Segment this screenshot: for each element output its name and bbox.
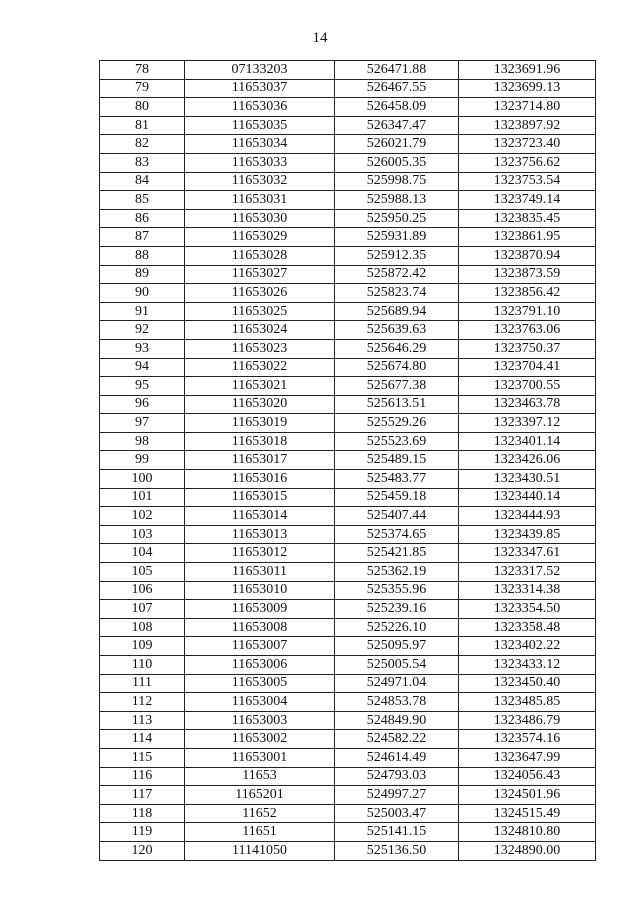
point-number-cell: 79	[100, 79, 185, 98]
code-cell: 11653016	[185, 470, 335, 489]
x-coordinate-cell: 525912.35	[335, 246, 459, 265]
page-number: 14	[312, 30, 328, 46]
code-cell: 11653027	[185, 265, 335, 284]
y-coordinate-cell: 1323756.62	[459, 153, 596, 172]
coordinates-table	[99, 60, 596, 861]
y-coordinate-cell: 1323358.48	[459, 618, 596, 637]
y-coordinate-cell: 1323433.12	[459, 656, 596, 675]
x-coordinate-cell: 525459.18	[335, 488, 459, 507]
point-number-cell: 97	[100, 414, 185, 433]
y-coordinate-cell: 1323691.96	[459, 61, 596, 80]
x-coordinate-cell: 526005.35	[335, 153, 459, 172]
table-row	[100, 618, 596, 637]
code-cell: 11653026	[185, 284, 335, 303]
y-coordinate-cell: 1323314.38	[459, 581, 596, 600]
x-coordinate-cell: 525136.50	[335, 841, 459, 860]
point-number-cell: 118	[100, 804, 185, 823]
point-number-cell: 104	[100, 544, 185, 563]
code-cell: 11653013	[185, 525, 335, 544]
code-cell: 11653011	[185, 563, 335, 582]
y-coordinate-cell: 1323402.22	[459, 637, 596, 656]
point-number-cell: 89	[100, 265, 185, 284]
table-row	[100, 395, 596, 414]
y-coordinate-cell: 1324890.00	[459, 841, 596, 860]
y-coordinate-cell: 1324515.49	[459, 804, 596, 823]
x-coordinate-cell: 526467.55	[335, 79, 459, 98]
code-cell: 11653005	[185, 674, 335, 693]
x-coordinate-cell: 525529.26	[335, 414, 459, 433]
x-coordinate-cell: 525239.16	[335, 600, 459, 619]
table-row	[100, 786, 596, 805]
point-number-cell: 119	[100, 823, 185, 842]
code-cell: 11653006	[185, 656, 335, 675]
table-row	[100, 823, 596, 842]
point-number-cell: 103	[100, 525, 185, 544]
y-coordinate-cell: 1323647.99	[459, 748, 596, 767]
point-number-cell: 112	[100, 693, 185, 712]
point-number-cell: 86	[100, 209, 185, 228]
x-coordinate-cell: 525823.74	[335, 284, 459, 303]
code-cell: 11653022	[185, 358, 335, 377]
table-row	[100, 191, 596, 210]
table-row	[100, 730, 596, 749]
x-coordinate-cell: 525226.10	[335, 618, 459, 637]
x-coordinate-cell: 525523.69	[335, 432, 459, 451]
point-number-cell: 105	[100, 563, 185, 582]
y-coordinate-cell: 1324501.96	[459, 786, 596, 805]
point-number-cell: 82	[100, 135, 185, 154]
table-row	[100, 321, 596, 340]
y-coordinate-cell: 1323354.50	[459, 600, 596, 619]
table-row	[100, 544, 596, 563]
code-cell: 07133203	[185, 61, 335, 80]
point-number-cell: 107	[100, 600, 185, 619]
x-coordinate-cell: 524793.03	[335, 767, 459, 786]
point-number-cell: 98	[100, 432, 185, 451]
x-coordinate-cell: 525677.38	[335, 377, 459, 396]
y-coordinate-cell: 1323397.12	[459, 414, 596, 433]
code-cell: 11141050	[185, 841, 335, 860]
point-number-cell: 109	[100, 637, 185, 656]
table-row	[100, 488, 596, 507]
point-number-cell: 87	[100, 228, 185, 247]
x-coordinate-cell: 525362.19	[335, 563, 459, 582]
point-number-cell: 90	[100, 284, 185, 303]
code-cell: 11653030	[185, 209, 335, 228]
x-coordinate-cell: 525674.80	[335, 358, 459, 377]
code-cell: 11653001	[185, 748, 335, 767]
y-coordinate-cell: 1323873.59	[459, 265, 596, 284]
y-coordinate-cell: 1323450.40	[459, 674, 596, 693]
point-number-cell: 100	[100, 470, 185, 489]
point-number-cell: 99	[100, 451, 185, 470]
x-coordinate-cell: 524582.22	[335, 730, 459, 749]
point-number-cell: 91	[100, 302, 185, 321]
point-number-cell: 110	[100, 656, 185, 675]
point-number-cell: 114	[100, 730, 185, 749]
point-number-cell: 92	[100, 321, 185, 340]
code-cell: 11653014	[185, 507, 335, 526]
code-cell: 11653028	[185, 246, 335, 265]
y-coordinate-cell: 1323704.41	[459, 358, 596, 377]
y-coordinate-cell: 1323750.37	[459, 339, 596, 358]
table-row	[100, 246, 596, 265]
x-coordinate-cell: 525931.89	[335, 228, 459, 247]
code-cell: 11653020	[185, 395, 335, 414]
point-number-cell: 78	[100, 61, 185, 80]
code-cell: 11653019	[185, 414, 335, 433]
code-cell: 11653036	[185, 98, 335, 117]
table-row	[100, 432, 596, 451]
y-coordinate-cell: 1323426.06	[459, 451, 596, 470]
code-cell: 11653008	[185, 618, 335, 637]
y-coordinate-cell: 1323440.14	[459, 488, 596, 507]
point-number-cell: 117	[100, 786, 185, 805]
table-row	[100, 637, 596, 656]
code-cell: 11653015	[185, 488, 335, 507]
y-coordinate-cell: 1323714.80	[459, 98, 596, 117]
point-number-cell: 80	[100, 98, 185, 117]
table-row	[100, 339, 596, 358]
code-cell: 11653023	[185, 339, 335, 358]
point-number-cell: 101	[100, 488, 185, 507]
code-cell: 11653021	[185, 377, 335, 396]
point-number-cell: 102	[100, 507, 185, 526]
y-coordinate-cell: 1324810.80	[459, 823, 596, 842]
table-row	[100, 600, 596, 619]
point-number-cell: 81	[100, 116, 185, 135]
point-number-cell: 115	[100, 748, 185, 767]
y-coordinate-cell: 1323486.79	[459, 711, 596, 730]
y-coordinate-cell: 1323317.52	[459, 563, 596, 582]
y-coordinate-cell: 1323723.40	[459, 135, 596, 154]
point-number-cell: 88	[100, 246, 185, 265]
code-cell: 11653	[185, 767, 335, 786]
code-cell: 11653018	[185, 432, 335, 451]
y-coordinate-cell: 1323430.51	[459, 470, 596, 489]
table-row	[100, 302, 596, 321]
x-coordinate-cell: 524849.90	[335, 711, 459, 730]
x-coordinate-cell: 525950.25	[335, 209, 459, 228]
code-cell: 11653017	[185, 451, 335, 470]
y-coordinate-cell: 1323897.92	[459, 116, 596, 135]
table-row	[100, 748, 596, 767]
point-number-cell: 94	[100, 358, 185, 377]
y-coordinate-cell: 1323835.45	[459, 209, 596, 228]
x-coordinate-cell: 525355.96	[335, 581, 459, 600]
y-coordinate-cell: 1323699.13	[459, 79, 596, 98]
y-coordinate-cell: 1323753.54	[459, 172, 596, 191]
x-coordinate-cell: 524853.78	[335, 693, 459, 712]
code-cell: 11653037	[185, 79, 335, 98]
x-coordinate-cell: 525374.65	[335, 525, 459, 544]
point-number-cell: 113	[100, 711, 185, 730]
table-row	[100, 804, 596, 823]
point-number-cell: 111	[100, 674, 185, 693]
y-coordinate-cell: 1323439.85	[459, 525, 596, 544]
code-cell: 11653024	[185, 321, 335, 340]
point-number-cell: 85	[100, 191, 185, 210]
table-row	[100, 414, 596, 433]
table-row	[100, 470, 596, 489]
table-row	[100, 656, 596, 675]
point-number-cell: 120	[100, 841, 185, 860]
table-row	[100, 135, 596, 154]
point-number-cell: 106	[100, 581, 185, 600]
table-row	[100, 525, 596, 544]
code-cell: 11653029	[185, 228, 335, 247]
y-coordinate-cell: 1323401.14	[459, 432, 596, 451]
point-number-cell: 93	[100, 339, 185, 358]
x-coordinate-cell: 525872.42	[335, 265, 459, 284]
y-coordinate-cell: 1323861.95	[459, 228, 596, 247]
code-cell: 11653004	[185, 693, 335, 712]
x-coordinate-cell: 525998.75	[335, 172, 459, 191]
x-coordinate-cell: 526458.09	[335, 98, 459, 117]
code-cell: 11651	[185, 823, 335, 842]
table-row	[100, 451, 596, 470]
table-row	[100, 153, 596, 172]
code-cell: 11653031	[185, 191, 335, 210]
y-coordinate-cell: 1324056.43	[459, 767, 596, 786]
table-row	[100, 563, 596, 582]
x-coordinate-cell: 525489.15	[335, 451, 459, 470]
code-cell: 11653009	[185, 600, 335, 619]
x-coordinate-cell: 524614.49	[335, 748, 459, 767]
x-coordinate-cell: 525005.54	[335, 656, 459, 675]
code-cell: 11653034	[185, 135, 335, 154]
table-row	[100, 228, 596, 247]
table-row	[100, 284, 596, 303]
y-coordinate-cell: 1323444.93	[459, 507, 596, 526]
x-coordinate-cell: 525095.97	[335, 637, 459, 656]
x-coordinate-cell: 525141.15	[335, 823, 459, 842]
x-coordinate-cell: 524971.04	[335, 674, 459, 693]
point-number-cell: 116	[100, 767, 185, 786]
x-coordinate-cell: 525613.51	[335, 395, 459, 414]
code-cell: 11653033	[185, 153, 335, 172]
x-coordinate-cell: 525646.29	[335, 339, 459, 358]
code-cell: 11653032	[185, 172, 335, 191]
point-number-cell: 108	[100, 618, 185, 637]
code-cell: 11653012	[185, 544, 335, 563]
y-coordinate-cell: 1323749.14	[459, 191, 596, 210]
table-row	[100, 767, 596, 786]
point-number-cell: 96	[100, 395, 185, 414]
y-coordinate-cell: 1323700.55	[459, 377, 596, 396]
point-number-cell: 83	[100, 153, 185, 172]
x-coordinate-cell: 525003.47	[335, 804, 459, 823]
x-coordinate-cell: 524997.27	[335, 786, 459, 805]
table-row	[100, 674, 596, 693]
table-row	[100, 98, 596, 117]
x-coordinate-cell: 526021.79	[335, 135, 459, 154]
x-coordinate-cell: 525483.77	[335, 470, 459, 489]
x-coordinate-cell: 526471.88	[335, 61, 459, 80]
table-row	[100, 507, 596, 526]
table-row	[100, 116, 596, 135]
x-coordinate-cell: 525421.85	[335, 544, 459, 563]
table-row	[100, 693, 596, 712]
y-coordinate-cell: 1323791.10	[459, 302, 596, 321]
table-row	[100, 265, 596, 284]
code-cell: 1165201	[185, 786, 335, 805]
y-coordinate-cell: 1323463.78	[459, 395, 596, 414]
y-coordinate-cell: 1323870.94	[459, 246, 596, 265]
code-cell: 11653025	[185, 302, 335, 321]
x-coordinate-cell: 525988.13	[335, 191, 459, 210]
coordinates-table-body	[100, 61, 596, 861]
code-cell: 11653035	[185, 116, 335, 135]
y-coordinate-cell: 1323763.06	[459, 321, 596, 340]
y-coordinate-cell: 1323856.42	[459, 284, 596, 303]
code-cell: 11653007	[185, 637, 335, 656]
y-coordinate-cell: 1323485.85	[459, 693, 596, 712]
table-row	[100, 358, 596, 377]
y-coordinate-cell: 1323347.61	[459, 544, 596, 563]
code-cell: 11653002	[185, 730, 335, 749]
x-coordinate-cell: 525689.94	[335, 302, 459, 321]
y-coordinate-cell: 1323574.16	[459, 730, 596, 749]
code-cell: 11652	[185, 804, 335, 823]
table-row	[100, 581, 596, 600]
point-number-cell: 95	[100, 377, 185, 396]
table-row	[100, 711, 596, 730]
x-coordinate-cell: 526347.47	[335, 116, 459, 135]
code-cell: 11653003	[185, 711, 335, 730]
table-row	[100, 79, 596, 98]
table-row	[100, 209, 596, 228]
table-row	[100, 172, 596, 191]
point-number-cell: 84	[100, 172, 185, 191]
table-row	[100, 841, 596, 860]
table-row	[100, 377, 596, 396]
table-row	[100, 61, 596, 80]
x-coordinate-cell: 525407.44	[335, 507, 459, 526]
x-coordinate-cell: 525639.63	[335, 321, 459, 340]
code-cell: 11653010	[185, 581, 335, 600]
